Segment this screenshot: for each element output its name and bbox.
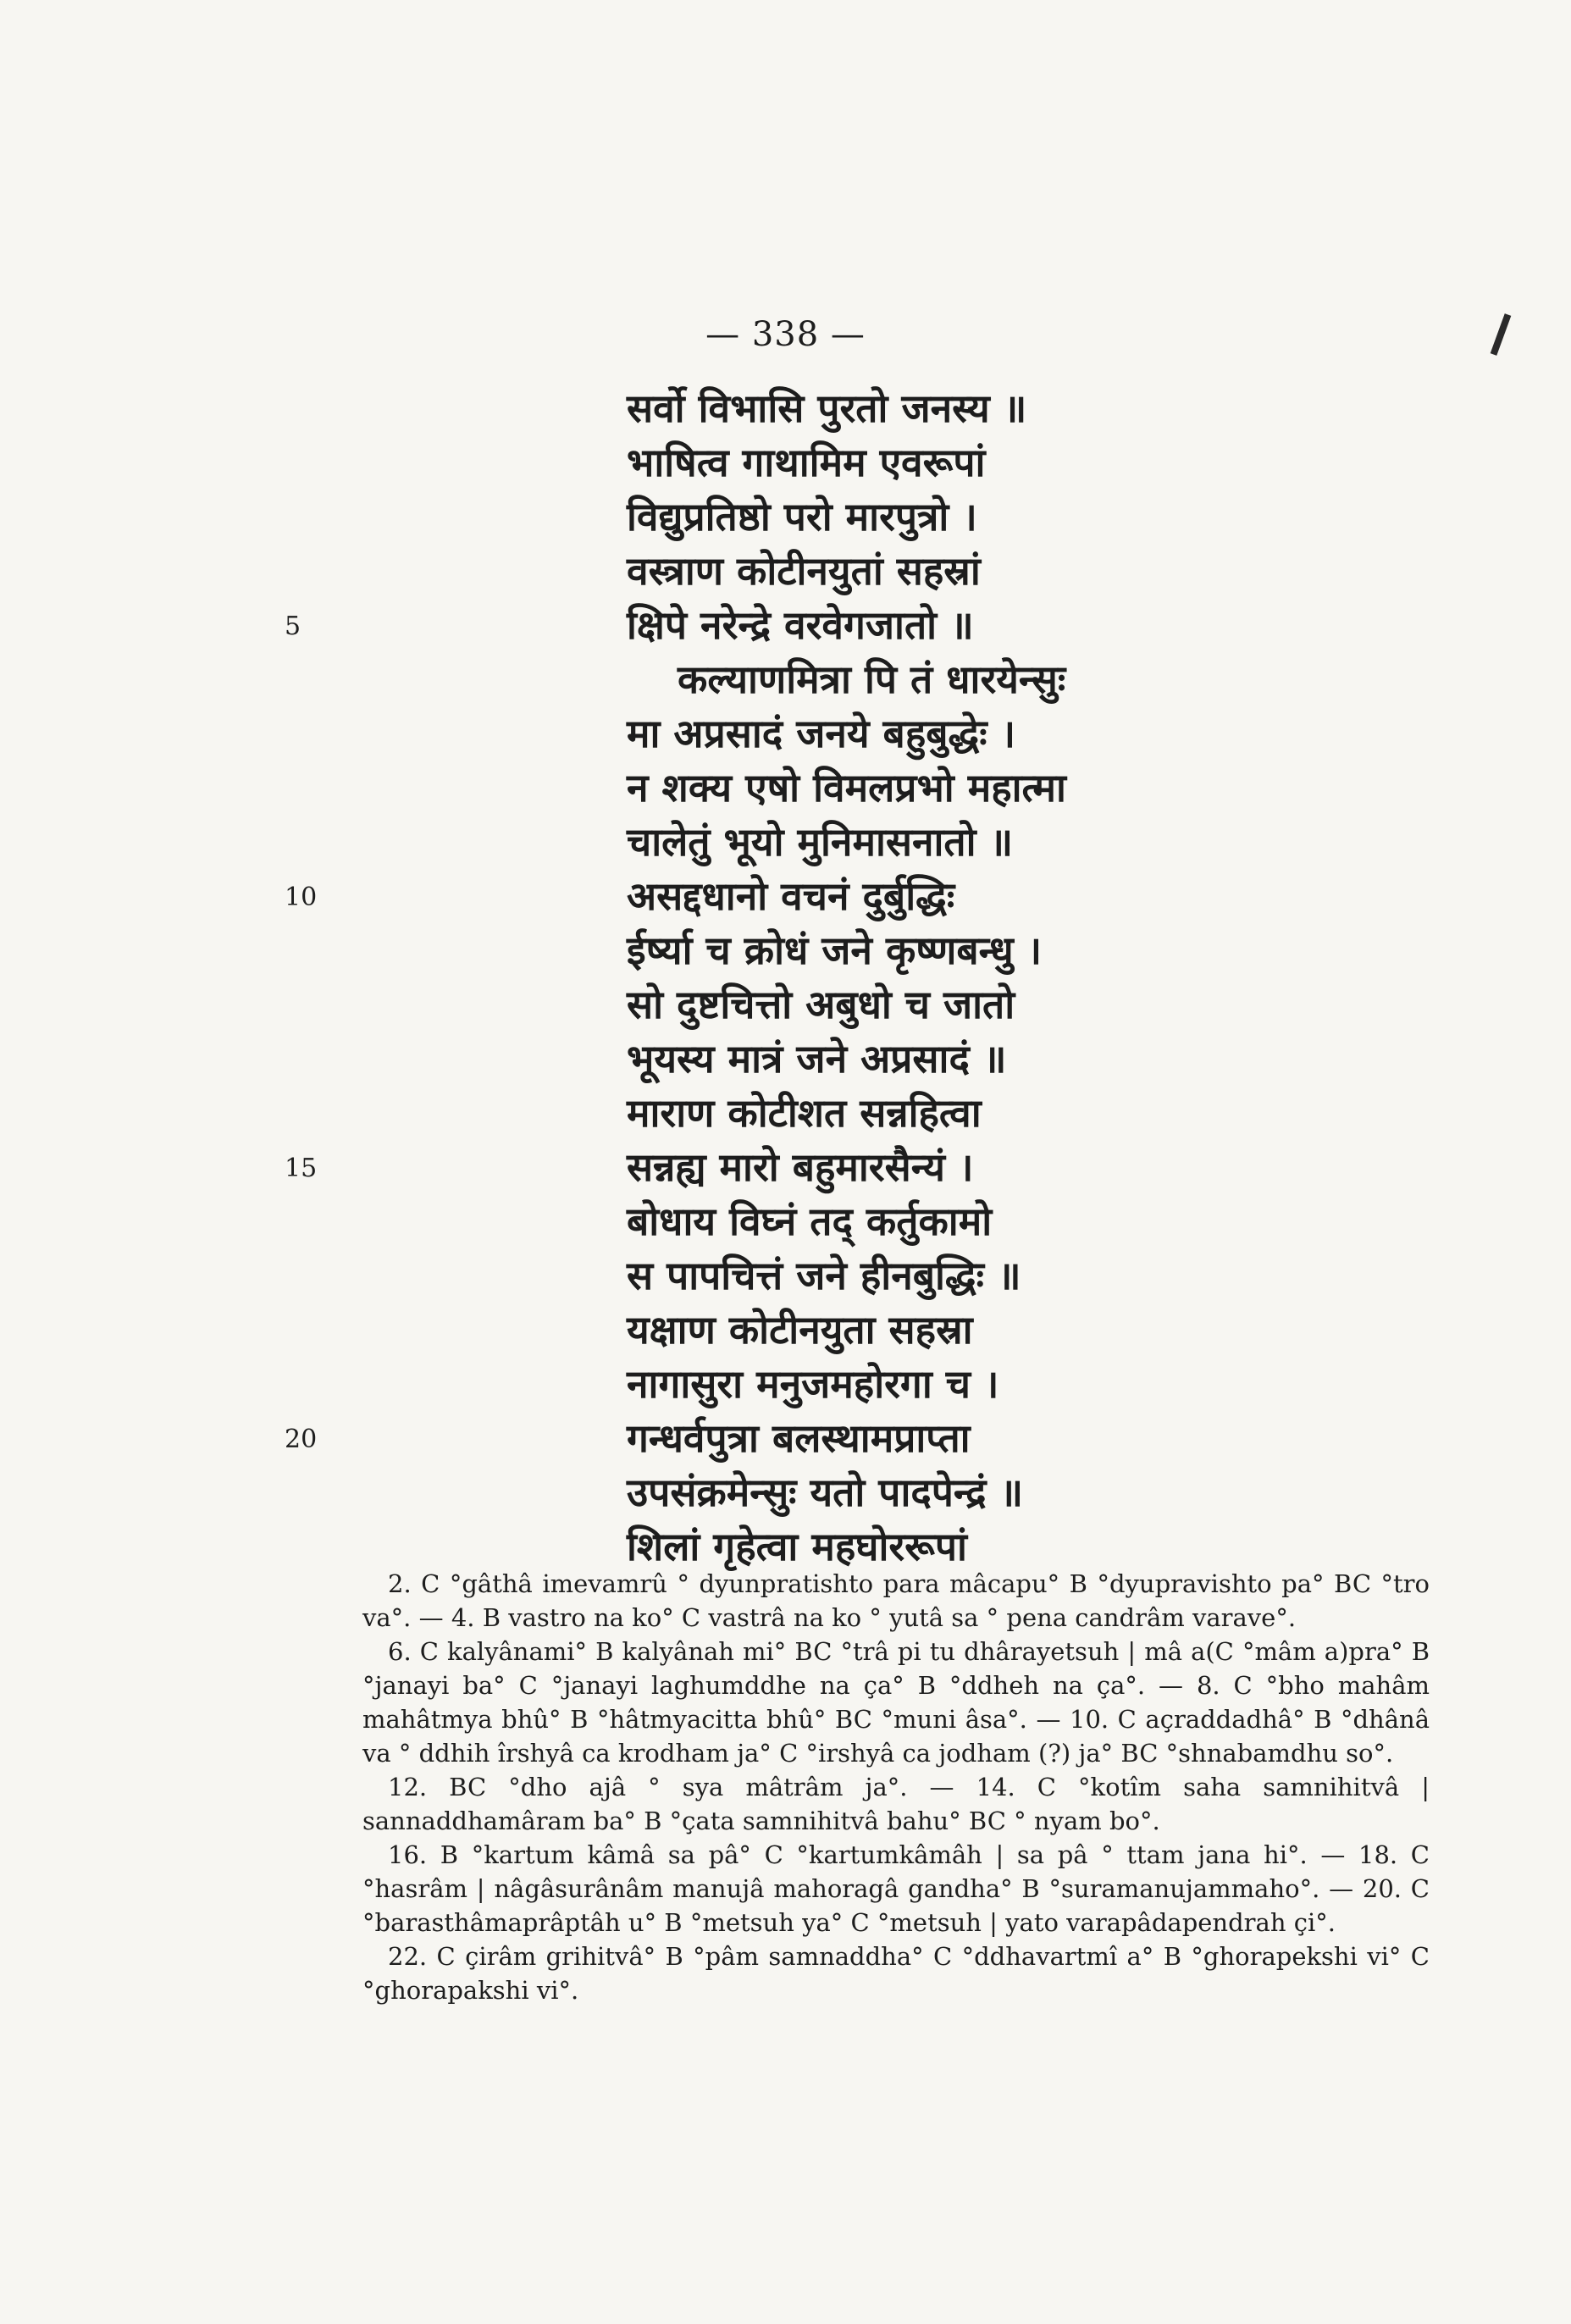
- verse-line: क्षिपे नरेन्द्रे वरवेगजातो ॥: [627, 602, 974, 648]
- verse-line: भाषित्व गाथामिम एवरूपां: [627, 440, 986, 485]
- verse-line: असद्दधानो वचनं दुर्बुद्धिः: [627, 873, 955, 919]
- footnote-paragraph: 22. C çirâm grihitvâ° B °pâm samnaddha° C °ddhavartmî a° B °ghorapekshi vi° C °ghorapakshi vi°.: [362, 1942, 1430, 2005]
- verse-line: ईर्ष्या च क्रोधं जने कृष्णबन्धु ।: [627, 927, 1043, 973]
- footnotes: [362, 1567, 1430, 2007]
- verse-line: न शक्य एषो विमलप्रभो महात्मा: [627, 765, 1066, 811]
- footnote-paragraph: 6. C kalyânami° B kalyânah mi° BC °trâ pi tu dhârayetsuh | mâ a(C °mâm a)pra° B °janayi ba° C °janayi laghumddhe na ça° B °ddheh na ça°. — 8. C °bho mahâm mahâtmya bhû° B °hâtmyacitta bhû° BC °muni âsa°. — 10. C açraddadhâ° B °dhânâ va ° ddhih îrshyâ ca krodham ja° C °irshyâ ca jodham (?) ja° BC °shnabamdhu so°.: [362, 1637, 1430, 1768]
- verse-line: यक्षाण कोटीनयुता सहस्रा: [627, 1307, 973, 1353]
- page-number: — 338 —: [705, 315, 866, 354]
- line-number: 15: [285, 1154, 318, 1183]
- line-number: 5: [285, 611, 301, 641]
- verse-line: बोधाय विघ्नं तद् कर्तुकामो: [627, 1198, 993, 1244]
- verse-line: विद्युप्रतिष्ठो परो मारपुत्रो ।: [627, 494, 977, 540]
- verse-line: सर्वो विभासि पुरतो जनस्य ॥: [627, 385, 1027, 431]
- verse-line: वस्त्राण कोटीनयुतां सहस्रां: [627, 548, 981, 594]
- verse-line: उपसंक्रमेन्सुः यतो पादपेन्द्रं ॥: [627, 1469, 1024, 1515]
- verse-line: भूयस्य मात्रं जने अप्रसादं ॥: [627, 1036, 1007, 1082]
- verse-line: शिलां गृहेत्वा महघोररूपां: [627, 1524, 967, 1569]
- line-number: 10: [285, 883, 318, 912]
- line-number: 20: [285, 1425, 318, 1454]
- verse-line: सो दुष्टचित्तो अबुधो च जातो: [627, 982, 1015, 1027]
- footnote-paragraph: 12. BC °dho ajâ ° sya mâtrâm ja°. — 14. C °kotîm saha samnihitvâ | sannaddhamâram ba° B °çata samnihitvâ bahu° BC ° nyam bo°.: [362, 1773, 1430, 1835]
- verse-line: कल्याणमित्रा पि तं धारयेन्सुः: [678, 656, 1066, 702]
- verse-line: मा अप्रसादं जनये बहुबुद्धेः ।: [627, 711, 1016, 756]
- verse-line: नागासुरा मनुजमहोरगा च ।: [627, 1361, 999, 1407]
- verse-line: सन्नह्य मारो बहुमारसैन्यं ।: [627, 1144, 974, 1190]
- verse-line: माराण कोटीशत सन्नहित्वा: [627, 1090, 982, 1136]
- footnote-paragraph: 2. C °gâthâ imevamrû ° dyunpratishto para mâcapu° B °dyupravishto pa° BC °tro va°. — 4. B vastro na ko° C vastrâ na ko ° yutâ sa ° pena candrâm varave°.: [362, 1569, 1430, 1632]
- verse-line: गन्धर्वपुत्रा बलस्थामप्राप्ता: [627, 1415, 971, 1461]
- verse-line: चालेतुं भूयो मुनिमासनातो ॥: [627, 819, 1014, 865]
- footnote-paragraph: 16. B °kartum kâmâ sa pâ° C °kartumkâmâh | sa pâ ° ttam jana hi°. — 18. C °hasrâm | nâgâsurânâm manujâ mahoragâ gandha° B °suramanujammaho°. — 20. C °barasthâmaprâptâh u° B °metsuh ya° C °metsuh | yato varapâdapendrah çi°.: [362, 1840, 1430, 1937]
- verse-line: स पापचित्तं जने हीनबुद्धिः ॥: [627, 1253, 1021, 1298]
